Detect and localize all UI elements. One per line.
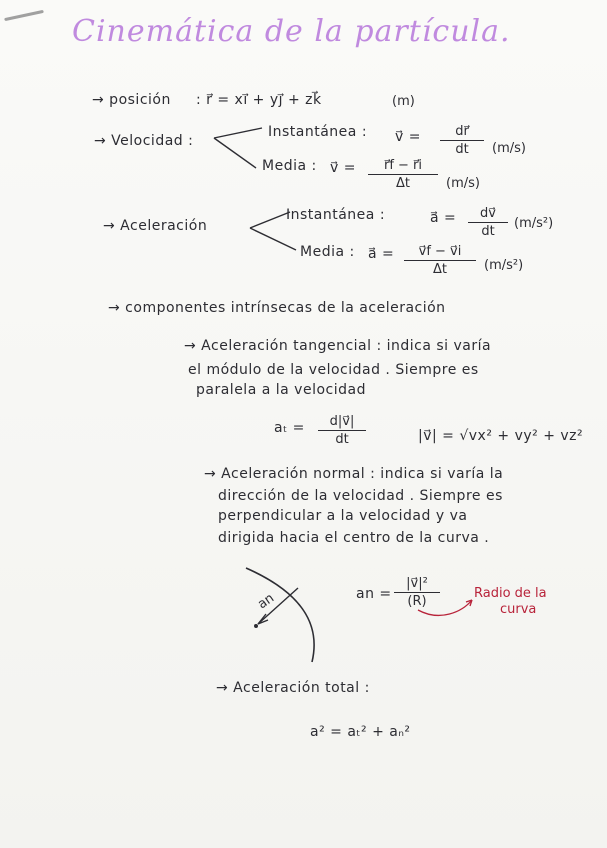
velocity-brace-upper (214, 128, 262, 138)
acceleration-mean-denominator: Δt (433, 262, 447, 277)
at-denominator: dt (335, 432, 349, 447)
acceleration-mean-numerator: v⃗f − v⃗i (418, 244, 462, 259)
curve-center-dot (254, 624, 258, 628)
velocity-mean-lhs: v⃗ = (330, 160, 356, 176)
acceleration-mean-label: Media : (300, 244, 355, 260)
velocity-mean-numerator: r⃗f − r⃗i (383, 158, 423, 173)
total-acceleration-formula: a² = aₜ² + aₙ² (310, 724, 411, 740)
an-numerator: |v⃗|² (406, 576, 428, 591)
velocity-instant-numerator: dr⃗ (455, 124, 469, 139)
acceleration-instant-label: Instantánea : (286, 207, 386, 223)
components-heading: → componentes intrínsecas de la aceleración (108, 300, 446, 316)
velocity-instant-denominator: dt (455, 142, 469, 157)
radius-note-line-1: Radio de la (474, 586, 547, 601)
acceleration-brace-upper (250, 212, 290, 228)
tangential-line-1: → Aceleración tangencial : indica si varía (184, 338, 492, 354)
an-fraction (394, 576, 440, 609)
at-lhs: aₜ = (274, 420, 305, 436)
an-diagram-label: an (255, 590, 278, 613)
velocity-label: → Velocidad : (94, 133, 194, 149)
normal-line-4: dirigida hacia el centro de la curva . (218, 530, 490, 546)
total-acceleration-label: → Aceleración total : (216, 680, 370, 696)
at-numerator: d|v⃗| (329, 414, 355, 429)
acceleration-brace-lower (250, 228, 296, 250)
velocity-mean-label: Media : (262, 158, 317, 174)
acceleration-mean-unit: (m/s²) (484, 258, 524, 273)
velocity-mean-unit: (m/s) (446, 176, 480, 191)
velocity-brace-lower (214, 138, 256, 168)
acceleration-instant-numerator: dv⃗ (480, 206, 496, 221)
velocity-instant-label: Instantánea : (268, 124, 368, 140)
acceleration-instant-unit: (m/s²) (514, 216, 554, 231)
radius-note-line-2: curva (500, 602, 537, 617)
acceleration-mean-lhs: a⃗ = (368, 246, 395, 262)
velocity-instant-unit: (m/s) (492, 141, 526, 156)
acceleration-instant-lhs: a⃗ = (430, 210, 457, 226)
velocity-mean-denominator: Δt (396, 176, 410, 191)
position-formula: : r⃗ = xi⃗ + yj⃗ + zk⃗ (196, 92, 322, 108)
acceleration-label: → Aceleración (103, 218, 208, 234)
normal-line-3: perpendicular a la velocidad y va (218, 508, 468, 524)
tangential-line-2: el módulo de la velocidad . Siempre es (188, 362, 479, 378)
velocity-modulus-formula: |v⃗| = √vx² + vy² + vz² (418, 428, 584, 444)
position-unit: (m) (392, 94, 415, 109)
velocity-instant-lhs: v⃗ = (395, 129, 421, 145)
an-denominator: (R) (407, 594, 427, 609)
an-lhs: an = (356, 586, 392, 602)
tangential-line-3: paralela a la velocidad (196, 382, 366, 398)
acceleration-instant-denominator: dt (481, 224, 495, 239)
trajectory-curve (246, 568, 314, 662)
page-title: Cinemática de la partícula. (72, 14, 511, 49)
normal-line-1: → Aceleración normal : indica si varía la (204, 466, 504, 482)
position-label: → posición (92, 92, 171, 108)
normal-line-2: dirección de la velocidad . Siempre es (218, 488, 503, 504)
